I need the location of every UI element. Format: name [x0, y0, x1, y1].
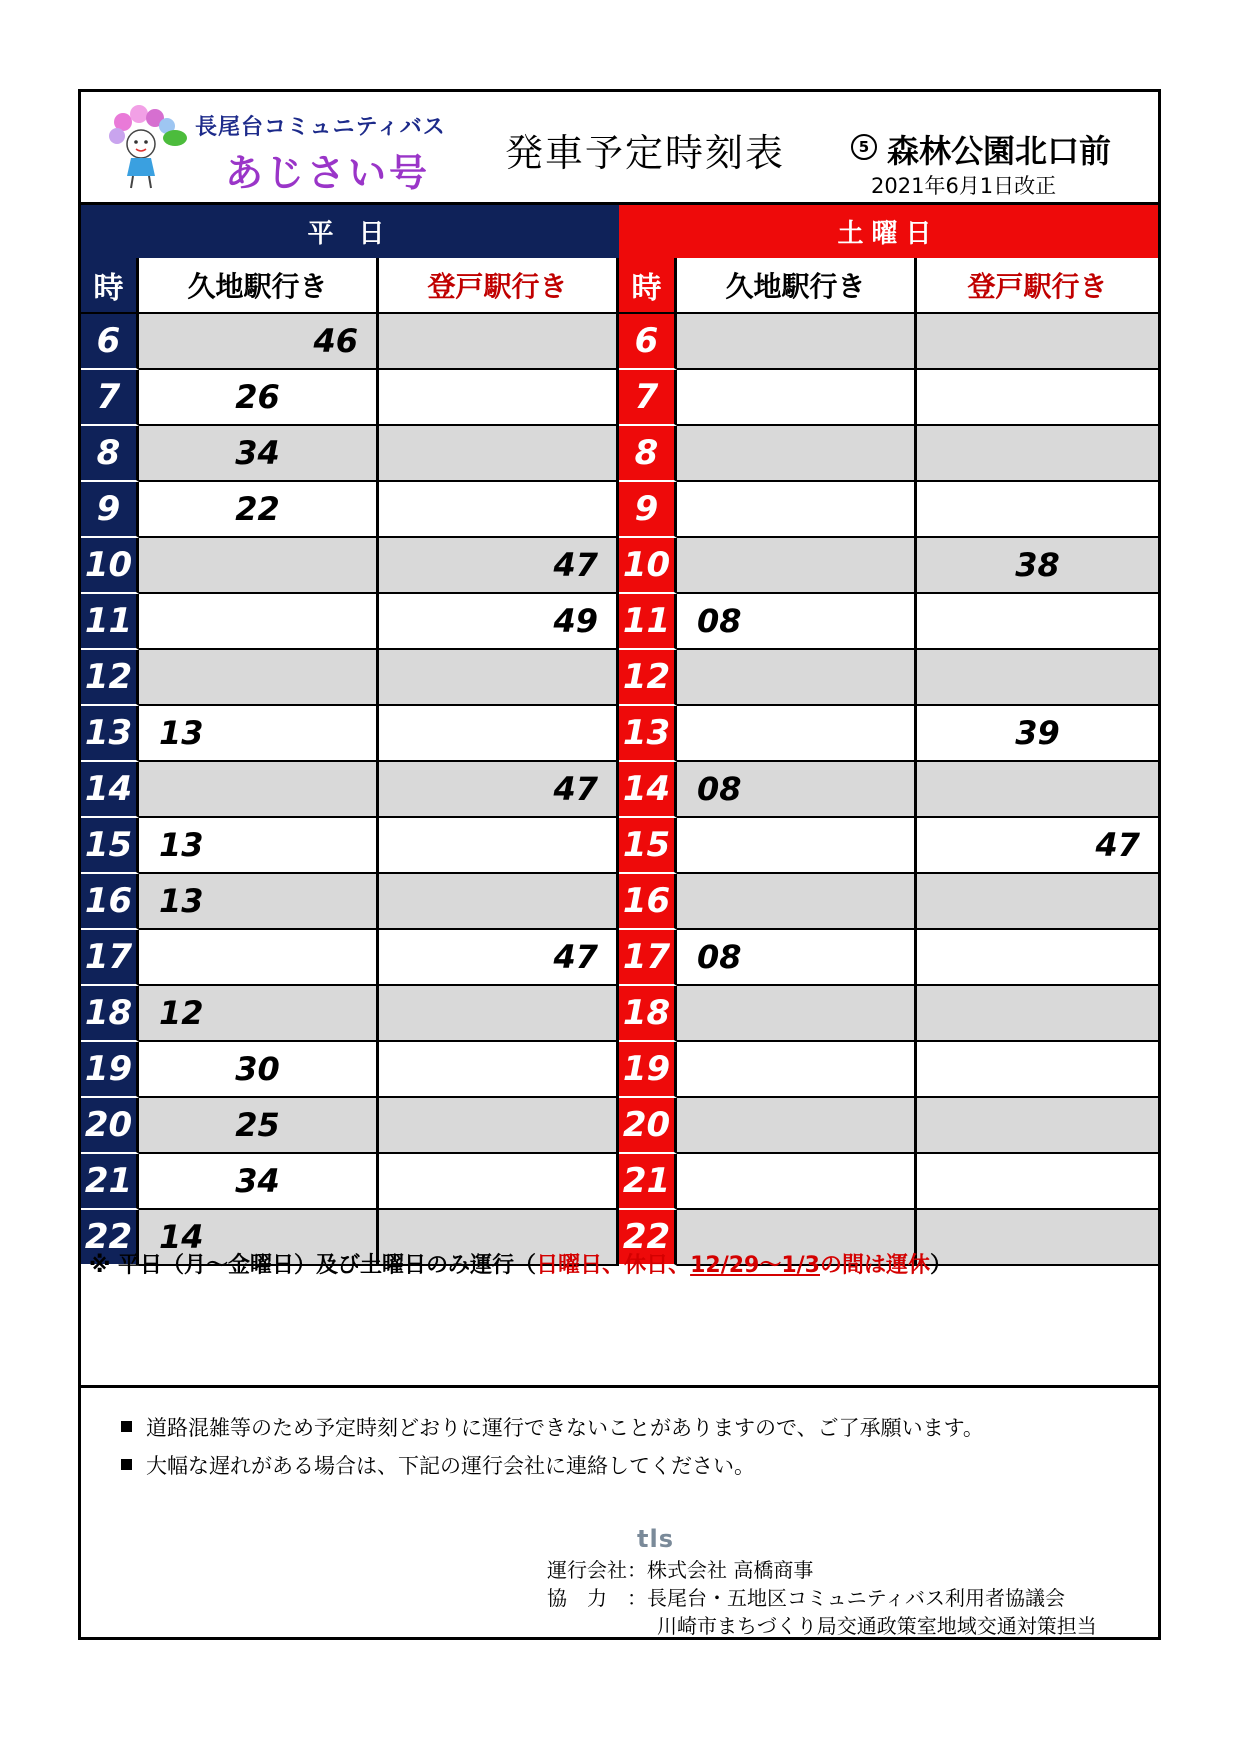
brand-subtitle: 長尾台コミュニティバス [195, 115, 446, 140]
weekday-noborito-minutes [379, 1154, 619, 1210]
weekday-kuji-minutes: 46 [139, 314, 379, 370]
saturday-noborito-minutes [917, 874, 1158, 930]
timetable-row [81, 370, 1158, 426]
saturday-kuji-minutes [677, 818, 917, 874]
weekday-band: 平 日 [81, 202, 619, 258]
weekday-kuji-minutes: 14 [139, 1210, 379, 1266]
weekday-kuji-minutes [139, 538, 379, 594]
weekday-hour: 18 [81, 986, 139, 1042]
weekday-hour: 12 [81, 650, 139, 706]
saturday-hour-header: 時 [619, 258, 677, 314]
saturday-noborito-minutes [917, 594, 1158, 650]
weekday-noborito-minutes: 49 [379, 594, 619, 650]
weekday-kuji-minutes: 26 [139, 370, 379, 426]
saturday-noborito-minutes [917, 426, 1158, 482]
header [81, 92, 1158, 202]
saturday-kuji-minutes [677, 1042, 917, 1098]
notice-item [121, 1412, 984, 1442]
timetable-row [81, 1154, 1158, 1210]
weekday-kuji-header: 久地駅行き [139, 258, 379, 314]
timetable-row [81, 762, 1158, 818]
service-note [89, 1248, 952, 1279]
saturday-noborito-minutes: 47 [917, 818, 1158, 874]
operator-credit: 運行会社：株式会社 高橋商事 [547, 1558, 814, 1582]
ajisai-mascot-logo [101, 102, 189, 190]
weekday-kuji-minutes [139, 650, 379, 706]
saturday-hour: 15 [619, 818, 677, 874]
weekday-hour: 6 [81, 314, 139, 370]
saturday-kuji-minutes [677, 874, 917, 930]
weekday-hour: 9 [81, 482, 139, 538]
saturday-hour: 18 [619, 986, 677, 1042]
saturday-hour: 10 [619, 538, 677, 594]
saturday-band: 土曜日 [619, 202, 1158, 258]
timetable-row [81, 314, 1158, 370]
cooperation-credit: 協 力 ：長尾台・五地区コミュニティバス利用者協議会 [547, 1586, 1065, 1610]
weekday-noborito-minutes [379, 650, 619, 706]
saturday-noborito-minutes: 38 [917, 538, 1158, 594]
saturday-noborito-minutes [917, 1154, 1158, 1210]
saturday-hour: 21 [619, 1154, 677, 1210]
saturday-kuji-minutes [677, 482, 917, 538]
notes-divider [81, 1385, 1158, 1388]
timetable-row [81, 930, 1158, 986]
weekday-hour: 22 [81, 1210, 139, 1266]
weekday-noborito-minutes: 47 [379, 762, 619, 818]
service-note-dates: 12/29～1/3 [690, 1253, 820, 1278]
weekday-noborito-minutes [379, 370, 619, 426]
weekday-hour-header: 時 [81, 258, 139, 314]
saturday-kuji-minutes: 08 [677, 930, 917, 986]
weekday-kuji-minutes: 12 [139, 986, 379, 1042]
saturday-noborito-minutes [917, 482, 1158, 538]
saturday-hour: 6 [619, 314, 677, 370]
saturday-hour: 20 [619, 1098, 677, 1154]
weekday-noborito-minutes [379, 426, 619, 482]
timetable-row [81, 986, 1158, 1042]
square-bullet-icon [121, 1421, 132, 1432]
saturday-hour: 22 [619, 1210, 677, 1266]
square-bullet-icon [121, 1459, 132, 1470]
service-note-suffix: ） [930, 1253, 953, 1278]
saturday-kuji-minutes: 08 [677, 762, 917, 818]
notice-text-2: 大幅な遅れがある場合は、下記の運行会社に連絡してください。 [146, 1454, 755, 1478]
saturday-kuji-minutes [677, 1098, 917, 1154]
timetable-row [81, 538, 1158, 594]
notice-item [121, 1450, 755, 1480]
service-note-red-1: 日曜日、休日、 [536, 1253, 691, 1278]
service-note-prefix: ※ 平日（月～金曜日）及び土曜日のみ運行（ [89, 1253, 537, 1278]
saturday-kuji-minutes [677, 370, 917, 426]
saturday-kuji-minutes [677, 314, 917, 370]
saturday-noborito-minutes [917, 1210, 1158, 1266]
weekday-kuji-minutes [139, 762, 379, 818]
timetable-row [81, 482, 1158, 538]
service-note-red-2: の間は運休 [820, 1253, 931, 1278]
weekday-hour: 7 [81, 370, 139, 426]
saturday-noborito-minutes [917, 1042, 1158, 1098]
timetable-row [81, 650, 1158, 706]
saturday-noborito-minutes [917, 930, 1158, 986]
weekday-kuji-minutes: 34 [139, 1154, 379, 1210]
timetable-row [81, 706, 1158, 762]
saturday-noborito-minutes [917, 370, 1158, 426]
weekday-noborito-minutes [379, 874, 619, 930]
timetable-row [81, 874, 1158, 930]
weekday-kuji-minutes: 13 [139, 874, 379, 930]
saturday-hour: 13 [619, 706, 677, 762]
weekday-hour: 15 [81, 818, 139, 874]
weekday-kuji-minutes: 30 [139, 1042, 379, 1098]
saturday-hour: 14 [619, 762, 677, 818]
saturday-kuji-minutes [677, 538, 917, 594]
notice-text-1: 道路混雑等のため予定時刻どおりに運行できないことがありますので、ご了承願います。 [146, 1416, 984, 1440]
weekday-kuji-minutes: 13 [139, 706, 379, 762]
timetable-row [81, 1042, 1158, 1098]
weekday-noborito-minutes [379, 986, 619, 1042]
weekday-hour: 8 [81, 426, 139, 482]
timetable-frame [78, 89, 1161, 1640]
saturday-hour: 7 [619, 370, 677, 426]
saturday-hour: 11 [619, 594, 677, 650]
weekday-hour: 14 [81, 762, 139, 818]
saturday-noborito-minutes [917, 762, 1158, 818]
weekday-hour: 19 [81, 1042, 139, 1098]
saturday-noborito-minutes: 39 [917, 706, 1158, 762]
weekday-noborito-minutes [379, 314, 619, 370]
weekday-noborito-minutes [379, 482, 619, 538]
saturday-kuji-minutes [677, 650, 917, 706]
operator-logo: tls [637, 1525, 674, 1553]
timetable-row [81, 594, 1158, 650]
timetable-row [81, 426, 1158, 482]
weekday-hour: 11 [81, 594, 139, 650]
saturday-noborito-header: 登戸駅行き [917, 258, 1158, 314]
saturday-noborito-minutes [917, 1098, 1158, 1154]
saturday-kuji-minutes [677, 1154, 917, 1210]
weekday-hour: 21 [81, 1154, 139, 1210]
weekday-kuji-minutes: 34 [139, 426, 379, 482]
saturday-kuji-minutes [677, 426, 917, 482]
weekday-hour: 16 [81, 874, 139, 930]
saturday-hour: 8 [619, 426, 677, 482]
weekday-hour: 17 [81, 930, 139, 986]
weekday-hour: 10 [81, 538, 139, 594]
weekday-noborito-minutes [379, 706, 619, 762]
timetable-row [81, 818, 1158, 874]
weekday-kuji-minutes [139, 930, 379, 986]
saturday-noborito-minutes [917, 650, 1158, 706]
timetable-row [81, 1098, 1158, 1154]
cooperation-credit-2: 川崎市まちづくり局交通政策室地域交通対策担当 [657, 1614, 1097, 1638]
saturday-noborito-minutes [917, 986, 1158, 1042]
saturday-hour: 17 [619, 930, 677, 986]
weekday-kuji-minutes: 22 [139, 482, 379, 538]
saturday-noborito-minutes [917, 314, 1158, 370]
saturday-kuji-header: 久地駅行き [677, 258, 917, 314]
weekday-noborito-minutes [379, 1098, 619, 1154]
document-title: 発車予定時刻表 [505, 131, 786, 175]
stop-name: 森林公園北口前 [887, 132, 1112, 170]
weekday-noborito-header: 登戸駅行き [379, 258, 619, 314]
weekday-hour: 20 [81, 1098, 139, 1154]
weekday-noborito-minutes [379, 818, 619, 874]
saturday-hour: 16 [619, 874, 677, 930]
brand-name: あじさい号 [225, 151, 431, 195]
revision-date: 2021年6月1日改正 [871, 174, 1057, 198]
saturday-hour: 12 [619, 650, 677, 706]
stop-number-badge: 5 [851, 134, 877, 160]
saturday-hour: 19 [619, 1042, 677, 1098]
saturday-hour: 9 [619, 482, 677, 538]
saturday-kuji-minutes: 08 [677, 594, 917, 650]
weekday-hour: 13 [81, 706, 139, 762]
weekday-kuji-minutes: 25 [139, 1098, 379, 1154]
weekday-noborito-minutes [379, 1042, 619, 1098]
weekday-kuji-minutes: 13 [139, 818, 379, 874]
weekday-kuji-minutes [139, 594, 379, 650]
saturday-kuji-minutes [677, 706, 917, 762]
saturday-kuji-minutes [677, 986, 917, 1042]
weekday-noborito-minutes: 47 [379, 930, 619, 986]
weekday-noborito-minutes: 47 [379, 538, 619, 594]
